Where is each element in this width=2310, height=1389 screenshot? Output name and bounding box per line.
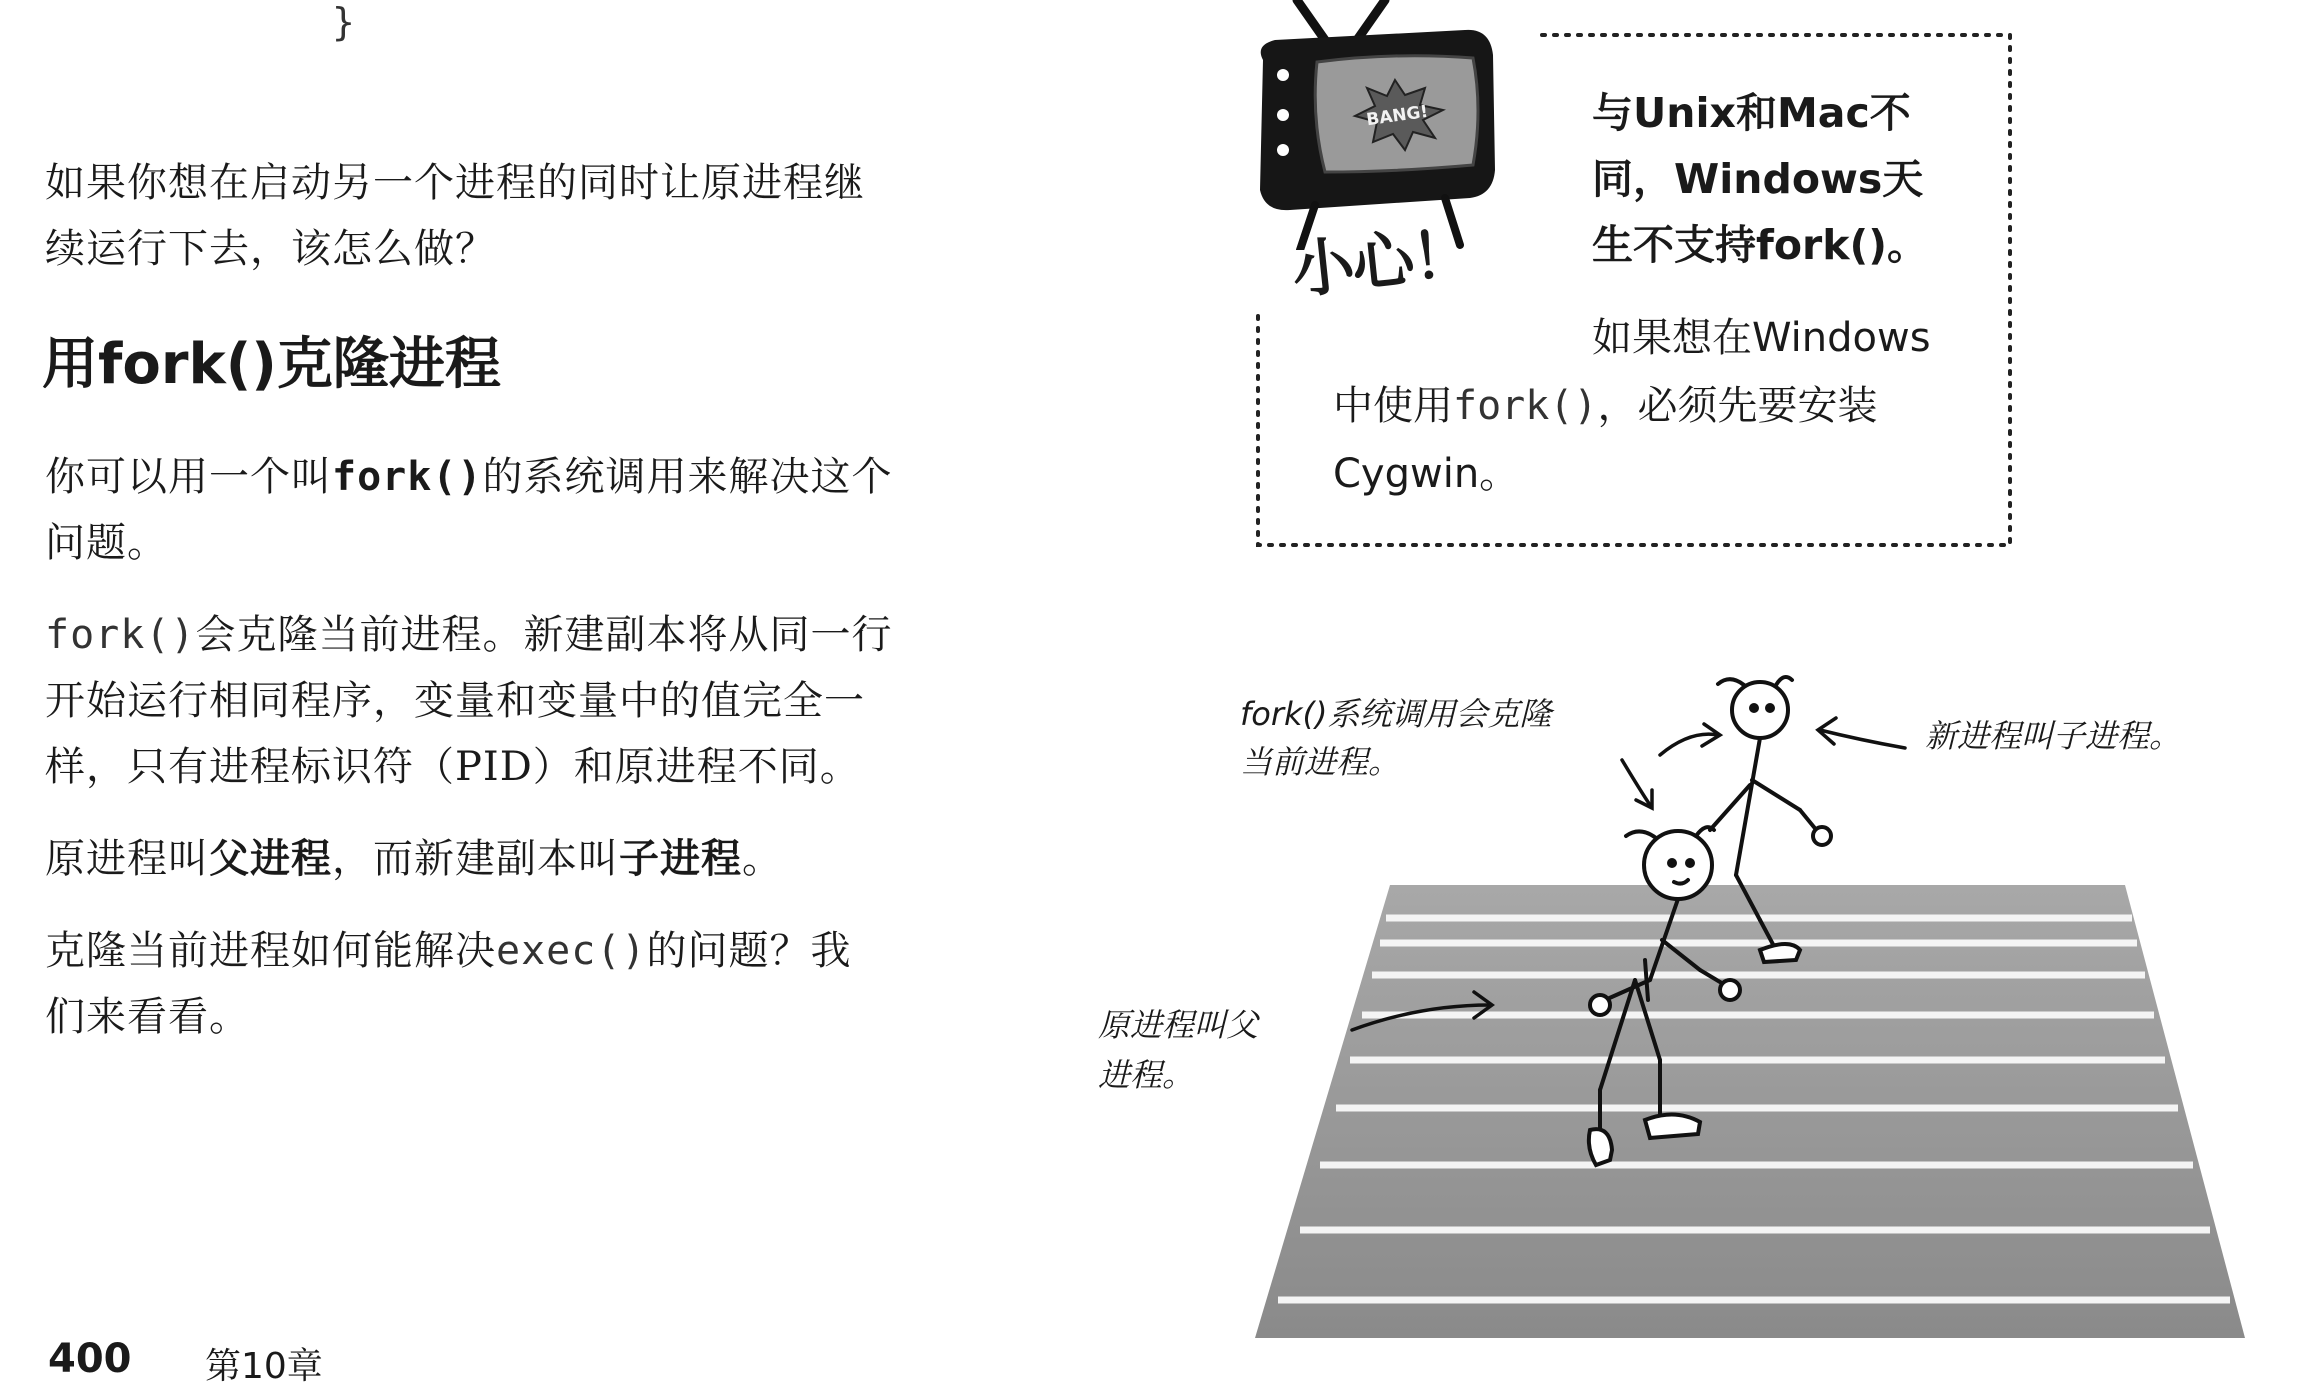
exec-code-inline: exec() — [496, 928, 647, 974]
warning-bold-line-2: 同，Windows天 — [1592, 155, 1924, 203]
tv-bang-text: BANG! — [1365, 101, 1430, 131]
annotation-fork-line-2: 当前进程。 — [1240, 743, 1401, 781]
question-line-2: 续运行下去，该怎么做？ — [45, 226, 496, 272]
question-line-1: 如果你想在启动另一个进程的同时让原进程继 — [45, 160, 865, 206]
annotation-parent-line-1: 原进程叫父 — [1098, 1006, 1259, 1044]
paragraph-fork-clone-line-2: 开始运行相同程序，变量和变量中的值完全一 — [45, 678, 865, 724]
annotation-parent-line-2: 进程。 — [1098, 1056, 1195, 1094]
paragraph-fork-clone — [45, 602, 893, 800]
code-closing-brace: } — [332, 0, 355, 44]
annotation-child-label: 新进程叫子进程。 — [1925, 717, 2182, 755]
section-heading: 用fork()克隆进程 — [42, 332, 501, 397]
warning-line-2: 中使用fork()，必须先要安装 — [1333, 383, 1878, 429]
paragraph-fork-intro-line-1: 你可以用一个叫fork()的系统调用来解决这个 — [45, 454, 893, 500]
paragraph-exec-question-line-2: 们来看看。 — [45, 994, 250, 1040]
paragraph-exec-question-line-1: 克隆当前进程如何能解决exec()的问题？我 — [45, 928, 852, 974]
warning-line-3: Cygwin。 — [1333, 451, 1520, 497]
child-process-term: 子进程 — [619, 835, 742, 882]
annotation-fork-label — [1240, 690, 1552, 786]
footer-chapter: 第10章 — [205, 1346, 323, 1387]
paragraph-fork-intro-line-2: 问题。 — [45, 520, 168, 566]
warning-bold-line-1: 与Unix和Mac不 — [1592, 89, 1911, 137]
warning-bold-line-3: 生不支持fork()。 — [1592, 221, 1928, 269]
warning-line-1: 如果想在Windows — [1592, 315, 1931, 361]
annotation-fork-line-1: fork()系统调用会克隆 — [1240, 695, 1552, 733]
question-paragraph — [45, 150, 865, 282]
paragraph-fork-intro — [45, 444, 893, 576]
paragraph-fork-clone-line-1: fork()会克隆当前进程。新建副本将从同一行 — [45, 612, 893, 658]
fork-code-inline: fork() — [332, 454, 483, 500]
paragraph-parent-child: 原进程叫父进程，而新建副本叫子进程。 — [45, 835, 783, 882]
annotation-parent-label — [1098, 1000, 1258, 1100]
footer-page-number: 400 — [48, 1336, 132, 1382]
paragraph-fork-clone-line-3: 样，只有进程标识符（PID）和原进程不同。 — [45, 744, 861, 790]
warning-title-hand: 小心！ — [1288, 215, 1476, 308]
fork-code-inline: fork() — [45, 612, 196, 658]
fork-code-inline: fork() — [1453, 383, 1598, 429]
paragraph-exec-question — [45, 918, 852, 1050]
warning-bold-text — [1592, 80, 1928, 278]
parent-process-term: 父进程 — [209, 835, 332, 882]
